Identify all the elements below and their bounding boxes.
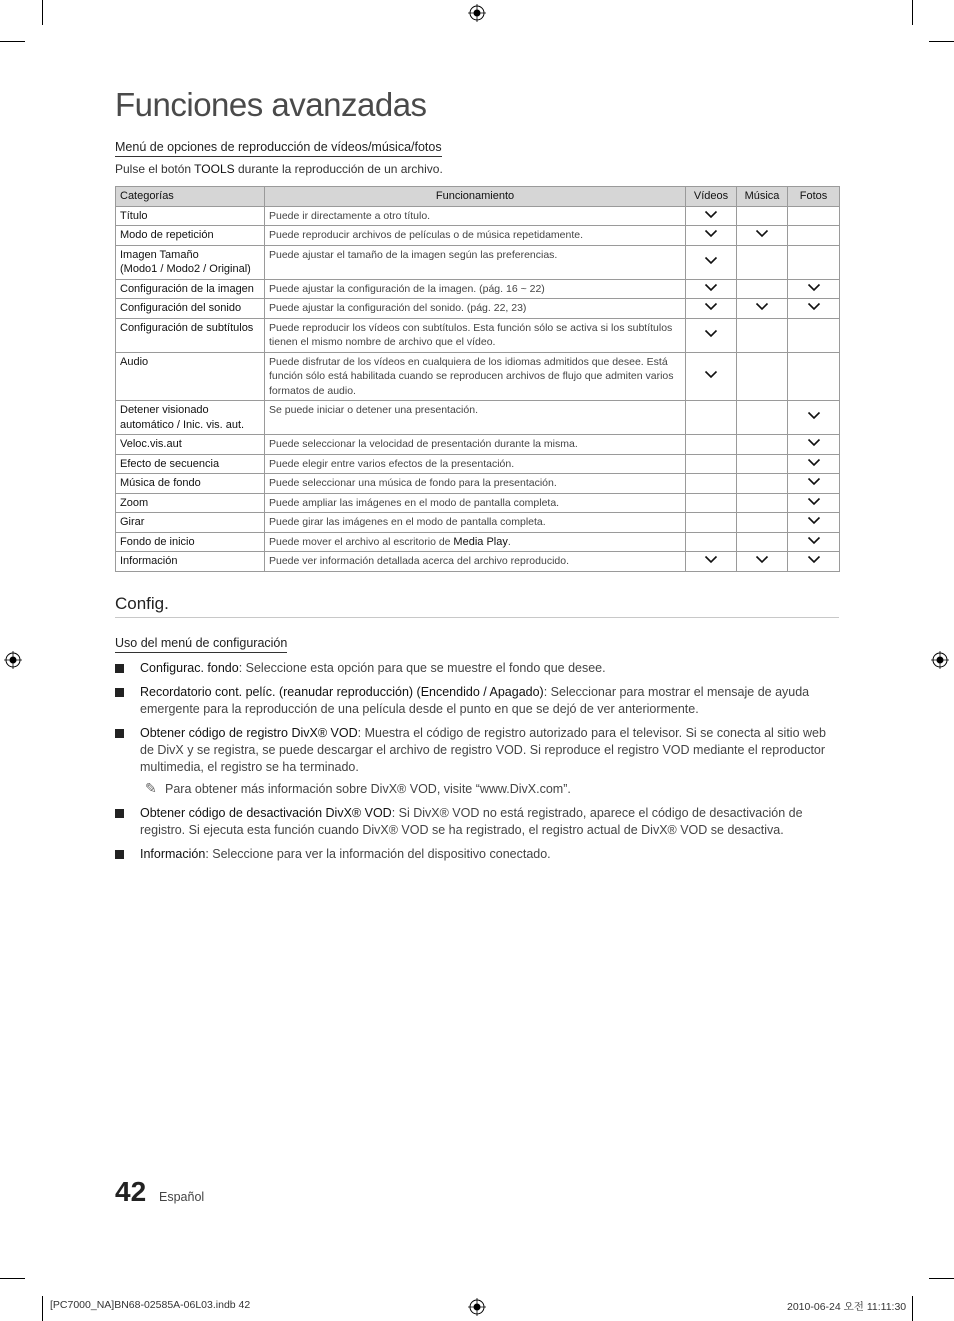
column-header: Fotos: [788, 187, 840, 207]
check-chevron-icon: [704, 555, 718, 564]
category-cell: [116, 401, 265, 435]
intro-text: Pulse el botón: [115, 162, 195, 176]
category-text: Imagen Tamaño (Modo1 / Modo2 / Original): [120, 248, 251, 275]
photo-check-cell: [788, 226, 840, 246]
config-item-term: Información: [140, 847, 206, 861]
video-check-cell: [686, 532, 737, 552]
table-row: [116, 552, 840, 572]
page-language: Español: [159, 1190, 205, 1204]
config-item-term: Recordatorio cont. pelíc. (reanudar reproducción) (Encendido / Apagado): [140, 685, 544, 699]
category-text: Girar: [120, 516, 145, 528]
config-item-text: : Seleccione esta opción para que se muestre el fondo que desee.: [238, 661, 606, 675]
column-header: Categorías: [116, 187, 265, 207]
function-cell: [265, 513, 686, 533]
category-cell: [116, 279, 265, 299]
check-chevron-icon: [755, 302, 769, 311]
check-chevron-icon: [704, 302, 718, 311]
category-text: Música de fondo: [120, 477, 201, 489]
check-chevron-icon: [807, 411, 821, 420]
table-row: [116, 513, 840, 533]
bullet-square-icon: [115, 850, 124, 859]
crop-mark: [929, 41, 954, 42]
bullet-square-icon: [115, 664, 124, 673]
function-cell: [265, 493, 686, 513]
category-cell: [116, 352, 265, 401]
music-check-cell: [737, 226, 788, 246]
category-text: Efecto de secuencia: [120, 457, 220, 470]
crop-mark: [0, 41, 25, 42]
category-cell: [116, 435, 265, 455]
config-item-text: : Si DivX® VOD no está registrado, aparece el código de desactivación de registro. Si ejecuta esta función cuando DivX® VOD se ha registrado, el registro actual de DivX® VOD se desactiva.: [140, 806, 803, 837]
config-note: [140, 780, 839, 798]
photo-check-cell: [788, 552, 840, 572]
music-check-cell: [737, 401, 788, 435]
photo-check-cell: [788, 401, 840, 435]
function-text: Puede ajustar la configuración del sonido. (pág. 22, 23): [269, 302, 527, 314]
music-check-cell: [737, 318, 788, 352]
check-chevron-icon: [704, 256, 718, 265]
function-text: Puede reproducir los vídeos con subtítulos. Esta función sólo se activa si los subtítulos tienen el mismo nombre de archivo que el vídeo.: [269, 321, 673, 348]
category-cell: [116, 454, 265, 474]
check-chevron-icon: [807, 438, 821, 447]
table-row: [116, 435, 840, 455]
registration-mark-icon: [468, 1298, 486, 1316]
table-row: [116, 401, 840, 435]
table-row: [116, 279, 840, 299]
check-chevron-icon: [807, 302, 821, 311]
config-item: [115, 725, 839, 798]
table-header-row: [116, 187, 840, 207]
config-item-text: : Seleccione para ver la información del dispositivo conectado.: [205, 847, 551, 861]
video-check-cell: [686, 279, 737, 299]
video-check-cell: [686, 352, 737, 401]
table-row: [116, 245, 840, 279]
check-chevron-icon: [807, 283, 821, 292]
function-text: Puede reproducir archivos de películas o de música repetidamente.: [269, 229, 584, 241]
function-text: Puede girar las imágenes en el modo de pantalla completa.: [269, 516, 546, 528]
category-text: Modo de repetición: [120, 229, 214, 241]
video-check-cell: [686, 299, 737, 319]
page-title: Funciones avanzadas: [115, 86, 427, 123]
playback-menu-intro: [115, 162, 443, 176]
playback-options-table: [115, 186, 840, 572]
category-text: Información: [120, 555, 178, 567]
table-row: [116, 493, 840, 513]
config-item-list: [115, 660, 839, 870]
category-text: Configuración de la imagen: [120, 282, 254, 295]
function-cell: [265, 279, 686, 299]
function-text: Puede elegir entre varios efectos de la presentación.: [269, 457, 515, 470]
check-chevron-icon: [704, 329, 718, 338]
category-cell: [116, 245, 265, 279]
photo-check-cell: [788, 299, 840, 319]
registration-mark-icon: [931, 651, 949, 669]
crop-mark: [0, 1278, 25, 1279]
music-check-cell: [737, 435, 788, 455]
intro-text: durante la reproducción de un archivo.: [234, 162, 443, 176]
table-row: [116, 474, 840, 494]
check-chevron-icon: [807, 555, 821, 564]
video-check-cell: [686, 552, 737, 572]
crop-mark: [929, 1278, 954, 1279]
config-item-term: Obtener código de desactivación DivX® VOD: [140, 806, 392, 820]
music-check-cell: [737, 532, 788, 552]
table-row: [116, 318, 840, 352]
check-chevron-icon: [755, 229, 769, 238]
music-check-cell: [737, 552, 788, 572]
music-check-cell: [737, 352, 788, 401]
category-cell: [116, 318, 265, 352]
function-text: Puede ajustar la configuración de la imagen. (pág. 16 ~ 22): [269, 282, 545, 295]
function-text: Se puede iniciar o detener una presentación.: [269, 404, 478, 416]
video-check-cell: [686, 226, 737, 246]
function-cell: [265, 401, 686, 435]
category-text: Título: [120, 209, 148, 222]
function-text: Puede ajustar el tamaño de la imagen según las preferencias.: [269, 248, 558, 261]
music-check-cell: [737, 493, 788, 513]
config-item-term: Obtener código de registro DivX® VOD: [140, 726, 358, 740]
tools-key-label: TOOLS: [194, 162, 235, 176]
video-check-cell: [686, 245, 737, 279]
video-check-cell: [686, 454, 737, 474]
check-chevron-icon: [704, 229, 718, 238]
check-chevron-icon: [807, 458, 821, 467]
photo-check-cell: [788, 245, 840, 279]
table-body: [116, 206, 840, 571]
function-cell: [265, 352, 686, 401]
music-check-cell: [737, 454, 788, 474]
music-check-cell: [737, 206, 788, 226]
video-check-cell: [686, 513, 737, 533]
config-item: [115, 846, 839, 863]
table-row: [116, 352, 840, 401]
check-chevron-icon: [755, 555, 769, 564]
category-text: Veloc.vis.aut: [120, 438, 182, 450]
photo-check-cell: [788, 474, 840, 494]
table-row: [116, 454, 840, 474]
function-text: .: [507, 535, 511, 548]
check-chevron-icon: [704, 283, 718, 292]
category-text: Fondo de inicio: [120, 535, 195, 548]
photo-check-cell: [788, 454, 840, 474]
photo-check-cell: [788, 532, 840, 552]
bullet-square-icon: [115, 809, 124, 818]
category-text: Detener visionado automático / Inic. vis. aut.: [120, 404, 245, 431]
function-cell: [265, 226, 686, 246]
check-chevron-icon: [807, 536, 821, 545]
video-check-cell: [686, 493, 737, 513]
function-text: Puede ver información detallada acerca del archivo reproducido.: [269, 555, 570, 567]
music-check-cell: [737, 513, 788, 533]
bullet-square-icon: [115, 729, 124, 738]
function-text: Puede disfrutar de los vídeos en cualquiera de los idiomas admitidos que desee. Está función sólo está habilitada cuando se reproducen archivos de flujo que admiten varios formatos de audio.: [269, 355, 674, 397]
category-cell: [116, 299, 265, 319]
category-text: Zoom: [120, 496, 149, 509]
music-check-cell: [737, 299, 788, 319]
check-chevron-icon: [807, 497, 821, 506]
function-cell: [265, 318, 686, 352]
function-cell: [265, 552, 686, 572]
music-check-cell: [737, 279, 788, 299]
check-chevron-icon: [704, 210, 718, 219]
crop-mark: [42, 0, 43, 25]
config-item: [115, 805, 839, 839]
photo-check-cell: [788, 279, 840, 299]
page-number: 42: [115, 1176, 147, 1207]
registration-mark-icon: [4, 651, 22, 669]
video-check-cell: [686, 401, 737, 435]
function-cell: [265, 454, 686, 474]
playback-menu-heading: Menú de opciones de reproducción de vídeos/música/fotos: [115, 140, 442, 157]
function-text: Puede ampliar las imágenes en el modo de pantalla completa.: [269, 496, 560, 509]
function-cell: [265, 206, 686, 226]
crop-mark: [912, 0, 913, 25]
function-cell: [265, 474, 686, 494]
category-cell: [116, 226, 265, 246]
photo-check-cell: [788, 435, 840, 455]
category-cell: [116, 552, 265, 572]
category-text: Configuración de subtítulos: [120, 321, 254, 334]
music-check-cell: [737, 245, 788, 279]
check-chevron-icon: [807, 516, 821, 525]
photo-check-cell: [788, 318, 840, 352]
function-cell: [265, 299, 686, 319]
column-header: Vídeos: [686, 187, 737, 207]
column-header: Funcionamiento: [265, 187, 686, 207]
crop-mark: [42, 1296, 43, 1321]
bullet-square-icon: [115, 688, 124, 697]
function-text: Puede mover el archivo al escritorio de: [269, 535, 454, 548]
table-row: [116, 206, 840, 226]
category-text: Audio: [120, 355, 149, 368]
photo-check-cell: [788, 493, 840, 513]
photo-check-cell: [788, 206, 840, 226]
registration-mark-icon: [468, 4, 486, 22]
column-header: Música: [737, 187, 788, 207]
footer-date: 2010-06-24 오전 11:11:30: [787, 1301, 907, 1313]
music-check-cell: [737, 474, 788, 494]
config-item-text: : Muestra el código de registro autorizado para el televisor. Si se conecta al sitio web de DivX y se registra, se puede descargar el archivo de registro VOD. Si reproduce el registro VOD mediante el reproductor multimedia, el registro se ha terminado.: [140, 726, 826, 774]
function-cell: [265, 532, 686, 552]
photo-check-cell: [788, 352, 840, 401]
function-cell: [265, 435, 686, 455]
video-check-cell: [686, 435, 737, 455]
check-chevron-icon: [807, 477, 821, 486]
video-check-cell: [686, 206, 737, 226]
table-row: [116, 532, 840, 552]
config-item-text: : Seleccionar para mostrar el mensaje de ayuda emergente para la reproducción de una película desde el punto en que se dejó de ver anteriormente.: [140, 685, 810, 716]
function-text: Puede seleccionar la velocidad de presentación durante la misma.: [269, 438, 578, 450]
config-item: [115, 684, 839, 718]
video-check-cell: [686, 318, 737, 352]
config-section-title: Config.: [115, 594, 839, 618]
crop-mark: [912, 1296, 913, 1321]
function-strong: Media Play: [453, 535, 508, 548]
category-cell: [116, 513, 265, 533]
config-item-term: Configurac. fondo: [140, 661, 239, 675]
pencil-note-icon: ✎: [145, 780, 157, 796]
category-cell: [116, 206, 265, 226]
video-check-cell: [686, 474, 737, 494]
category-cell: [116, 474, 265, 494]
category-cell: [116, 532, 265, 552]
function-cell: [265, 245, 686, 279]
table-row: [116, 299, 840, 319]
config-subheading: Uso del menú de configuración: [115, 636, 287, 653]
category-text: Configuración del sonido: [120, 302, 242, 314]
function-text: Puede seleccionar una música de fondo para la presentación.: [269, 477, 557, 489]
table-row: [116, 226, 840, 246]
config-item: [115, 660, 839, 677]
photo-check-cell: [788, 513, 840, 533]
config-note-text: Para obtener más información sobre DivX® VOD, visite “www.DivX.com”.: [165, 782, 571, 796]
check-chevron-icon: [704, 370, 718, 379]
function-text: Puede ir directamente a otro título.: [269, 209, 431, 222]
category-cell: [116, 493, 265, 513]
footer-file-name: [PC7000_NA]BN68-02585A-06L03.indb 42: [50, 1299, 251, 1311]
